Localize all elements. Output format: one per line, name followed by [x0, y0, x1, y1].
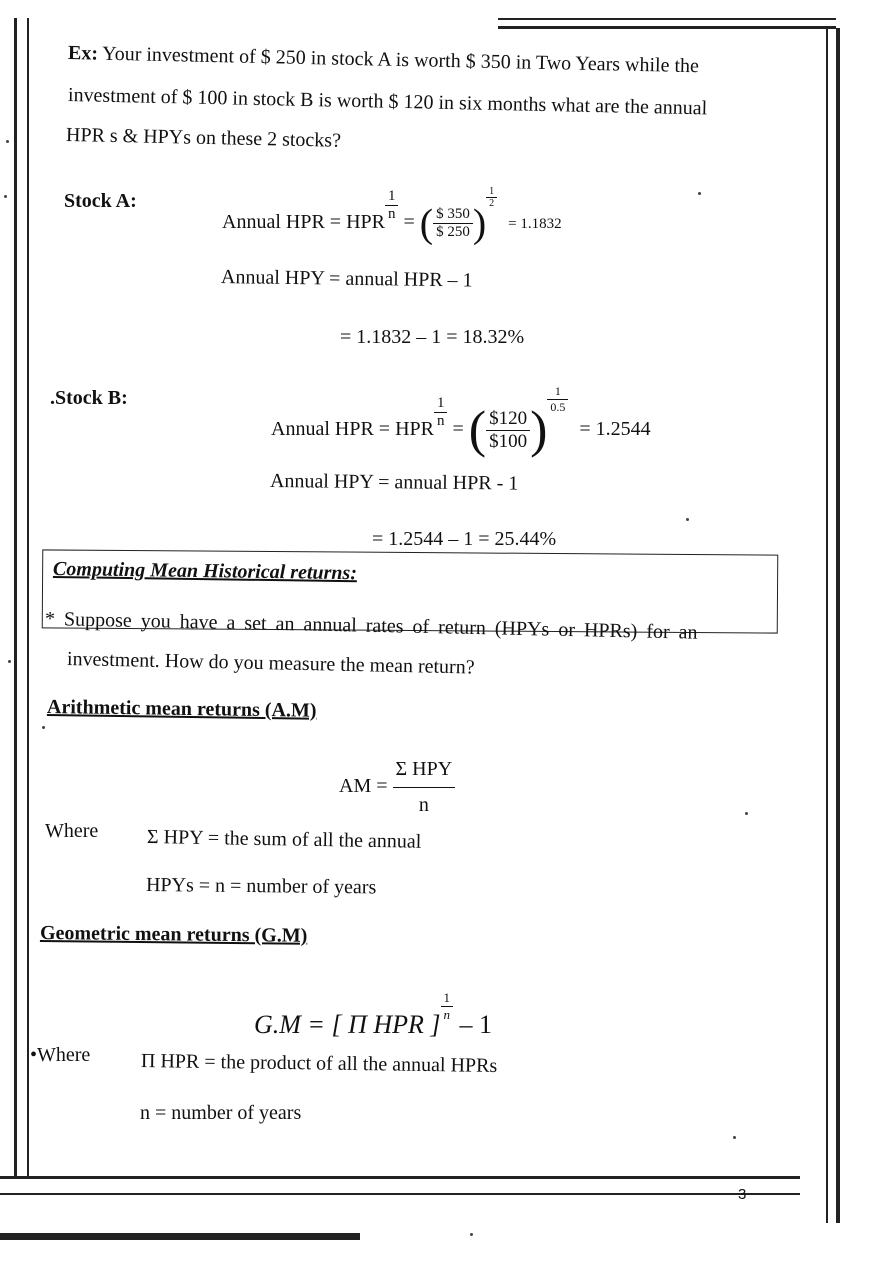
scan-speck — [733, 1136, 736, 1139]
stock-b-hpy-result: = 1.2544 – 1 = 25.44% — [372, 528, 557, 550]
bottom-border-rule — [0, 1176, 800, 1195]
scan-speck — [6, 140, 9, 143]
scan-speck — [470, 1233, 473, 1236]
stock-b-eq: = — [452, 418, 464, 440]
stock-b-hpy-line: Annual HPY = annual HPR - 1 — [269, 470, 519, 495]
geometric-formula — [254, 990, 492, 1040]
stock-b-hpr-result: = 1.2544 — [579, 418, 651, 440]
geometric-exponent: $\frac{1}{n}$ — [441, 990, 454, 1023]
arithmetic-where-label: Where — [45, 820, 99, 842]
arithmetic-where-def-2: HPYs = n = number of years — [145, 874, 377, 899]
top-border-rule — [498, 18, 836, 29]
stock-b-exponent: $\frac{1}{n}$ — [434, 395, 448, 430]
section-bullet-line-2: investment. How do you measure the mean return? — [66, 648, 475, 679]
stock-a-hpr-result: = 1.1832 — [508, 216, 562, 232]
example-line-1 — [68, 42, 699, 78]
arithmetic-fraction: $\frac{\text{Σ HPY}}{n}$ — [393, 758, 456, 817]
stock-b-fraction: $\frac{\$120}{\$100}$ — [486, 408, 530, 453]
scan-speck — [698, 192, 701, 195]
stock-b-label: .Stock B: — [50, 387, 128, 409]
stock-a-left-paren: ( — [419, 200, 434, 246]
stock-a-exponent: $\frac{1}{n}$ — [385, 188, 399, 223]
geometric-rhs: – 1 — [459, 1010, 493, 1039]
scan-speck — [8, 660, 11, 663]
geometric-where-def-1: Π HPR = the product of all the annual HPRs — [140, 1050, 498, 1077]
stock-a-hpy-line: Annual HPY = annual HPR – 1 — [220, 266, 473, 292]
stock-a-label: Stock A: — [64, 190, 137, 212]
stock-a-fraction: $\frac{\$ 350}{\$ 250}$ — [433, 206, 473, 241]
section-title: Computing Mean Historical returns: — [52, 558, 358, 585]
right-page-border — [826, 28, 840, 1223]
stock-b-outer-exponent: $\frac{1}{0.5}$ — [547, 384, 568, 415]
arithmetic-formula — [339, 758, 455, 817]
arithmetic-heading: Arithmetic mean returns (A.M) — [46, 696, 317, 722]
example-line-3: HPR s & HPYs on these 2 stocks? — [65, 124, 342, 152]
stock-b-hpr-lhs: Annual HPR = HPR — [271, 418, 434, 440]
stock-a-right-paren: ) — [472, 200, 487, 246]
example-line-2: investment of $ 100 in stock B is worth $ 120 in six months what are the annual — [67, 84, 708, 120]
scan-speck — [4, 195, 7, 198]
scan-speck — [686, 518, 689, 521]
geometric-where-label: •Where — [30, 1044, 91, 1066]
scan-speck — [745, 812, 748, 815]
geometric-heading: Geometric mean returns (G.M) — [39, 922, 308, 947]
stock-b-left-paren: ( — [468, 401, 487, 459]
arithmetic-where-def-1: Σ HPY = the sum of all the annual — [146, 826, 422, 853]
example-text-1: Your investment of $ 250 in stock A is worth $ 350 in Two Years while the — [102, 42, 700, 78]
example-lead: Ex: — [67, 42, 99, 65]
geometric-lhs: G.M = [ Π HPR ] — [254, 1010, 441, 1039]
stock-b-right-paren: ) — [530, 401, 548, 459]
page-number: 3 — [738, 1186, 747, 1203]
section-bullet-line-1: * Suppose you have a set an annual rates of return (HPYs or HPRs) for an — [44, 608, 698, 644]
left-page-border — [14, 18, 29, 1178]
arithmetic-lhs: AM = — [339, 775, 388, 798]
stock-a-hpy-result: = 1.1832 – 1 = 18.32% — [340, 326, 525, 348]
stock-b-hpr-formula — [271, 384, 651, 459]
stock-a-eq: = — [403, 211, 415, 233]
stock-a-hpr-lhs: Annual HPR = HPR — [222, 211, 385, 233]
scan-speck — [42, 726, 45, 729]
stock-a-hpr-formula — [222, 186, 562, 246]
geometric-where-def-2: n = number of years — [140, 1102, 302, 1124]
bottom-scan-bar — [0, 1233, 360, 1240]
stock-a-outer-exponent: $\frac{1}{2}$ — [486, 186, 497, 209]
